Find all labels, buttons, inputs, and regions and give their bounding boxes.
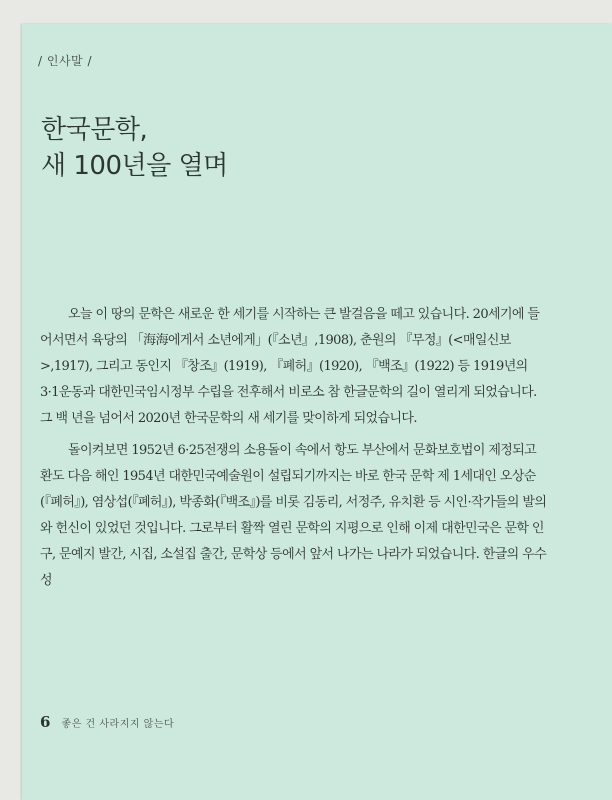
page-number: 6	[40, 713, 51, 731]
body-text	[40, 302, 548, 600]
title-line-1: 한국문학,	[41, 115, 148, 145]
body-paragraph-1: 오늘 이 땅의 문학은 새로운 한 세기를 시작하는 큰 발걸음을 떼고 있습니다. 20세기에 들어서면서 육당의 「海海에게서 소년에게」(『소년』,1908), 춘원의 『무정』(<매일신보>,1917), 그리고 동인지 『창조』(1919), 『폐허』(1920), 『백조』(1922) 등 1919년의 3·1운동과 대한민국임시정부 수립을 전후해서 비로소 참 한글문학의 길이 열리게 되었습니다. 그 백 년을 넘어서 2020년 한국문학의 새 세기를 맞이하게 되었습니다.	[40, 307, 540, 426]
body-paragraph-2: 돌이켜보면 1952년 6·25전쟁의 소용돌이 속에서 항도 부산에서 문화보호법이 제정되고 환도 다음 해인 1954년 대한민국예술원이 설립되기까지는 바로 한국 문학 제 1세대인 오상순(『폐허』), 염상섭(『폐허』), 박종화(『백조』)를 비롯 김동리, 서정주, 유치환 등 시인·작가들의 발의와 헌신이 있었던 것입니다. 그로부터 활짝 열린 문학의 지평으로 인해 이제 대한민국은 문학 인구, 문예지 발간, 시집, 소설집 출간, 문학상 등에서 앞서 나가는 나라가 되었습니다. 한글의 우수성	[40, 443, 547, 588]
running-book-title: 좋은 건 사라지지 않는다	[61, 719, 175, 730]
section-label: / 인사말 /	[38, 54, 92, 68]
page-title	[41, 112, 228, 184]
page-footer	[40, 712, 174, 731]
title-line-2: 새 100년을 열며	[41, 151, 228, 181]
